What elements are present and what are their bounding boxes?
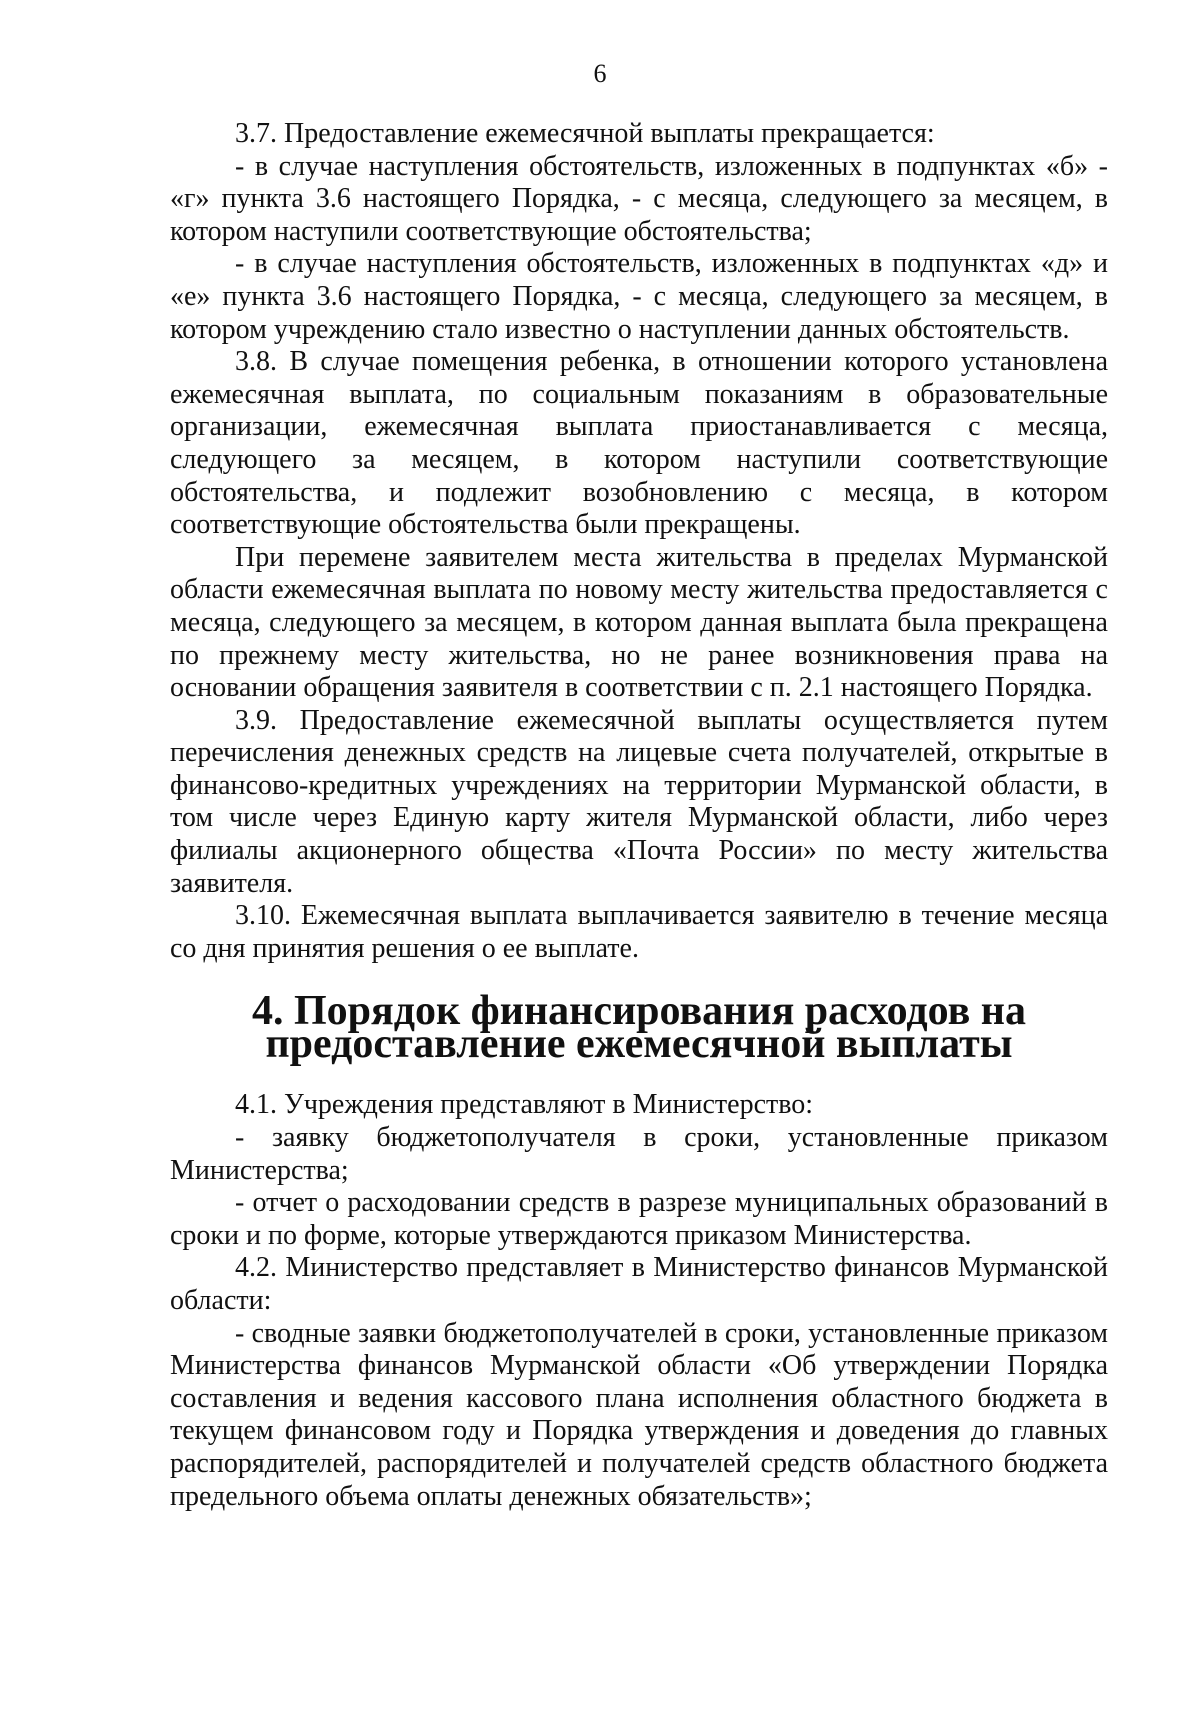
paragraph-4-2-item-1: - сводные заявки бюджетополучателей в сроки, установленные приказом Министерства финансов Мурманской области «Об утверждении Порядка составления и ведения кассового плана исполнения областного бюджета в текущем финансовом году и Порядка утверждения и доведения до главных распорядителей, распорядителей и получателей средств областного бюджета предельного объема оплаты денежных обязательств»; bbox=[170, 1317, 1108, 1512]
paragraph-3-8: 3.8. В случае помещения ребенка, в отношении которого установлена ежемесячная выплата, по социальным показаниям в образовательные организации, ежемесячная выплата приостанавливается с месяца, следующего за месяцем, в котором наступили соответствующие обстоятельства, и подлежит возобновлению с месяца, в котором соответствующие обстоятельства были прекращены. bbox=[170, 346, 1108, 541]
paragraph-4-1: 4.1. Учреждения представляют в Министерство: bbox=[235, 1089, 814, 1121]
document-body bbox=[170, 118, 1108, 1513]
paragraph-4-1-item-2: - отчет о расходовании средств в разрезе муниципальных образований в сроки и по форме, которые утверждаются приказом Министерства. bbox=[170, 1187, 1108, 1251]
section-4-heading: 4. Порядок финансирования расходов на предоставление ежемесячной выплаты bbox=[251, 988, 1027, 1068]
paragraph-3-7-item-1: - в случае наступления обстоятельств, изложенных в подпунктах «б» - «г» пункта 3.6 настоящего Порядка, - с месяца, следующего за месяцем, в котором наступили соответствующие обстоятельства; bbox=[170, 150, 1108, 247]
paragraph-4-1-item-1: - заявку бюджетополучателя в сроки, установленные приказом Министерства; bbox=[170, 1122, 1108, 1186]
page-number: 6 bbox=[593, 59, 607, 88]
paragraph-3-9: 3.9. Предоставление ежемесячной выплаты осуществляется путем перечисления денежных средств на лицевые счета получателей, открытые в финансово-кредитных учреждениях на территории Мурманской области, в том числе через Единую карту жителя Мурманской области, либо через филиалы акционерного общества «Почта России» по месту жительства заявителя. bbox=[170, 704, 1108, 899]
paragraph-3-7-item-2: - в случае наступления обстоятельств, изложенных в подпунктах «д» и «е» пункта 3.6 настоящего Порядка, - с месяца, следующего за месяцем, в котором учреждению стало известно о наступлении данных обстоятельств. bbox=[170, 248, 1108, 345]
paragraph-4-2: 4.2. Министерство представляет в Министерство финансов Мурманской области: bbox=[170, 1252, 1108, 1316]
paragraph-3-10: 3.10. Ежемесячная выплата выплачивается заявителю в течение месяца со дня принятия решения о ее выплате. bbox=[170, 900, 1108, 964]
paragraph-3-8-relocation: При перемене заявителем места жительства в пределах Мурманской области ежемесячная выплата по новому месту жительства предоставляется с месяца, следующего за месяцем, в котором данная выплата была прекращена по прежнему месту жительства, но не ранее возникновения права на основании обращения заявителя в соответствии с п. 2.1 настоящего Порядка. bbox=[170, 541, 1108, 704]
paragraph-3-7: 3.7. Предоставление ежемесячной выплаты прекращается: bbox=[235, 118, 935, 149]
